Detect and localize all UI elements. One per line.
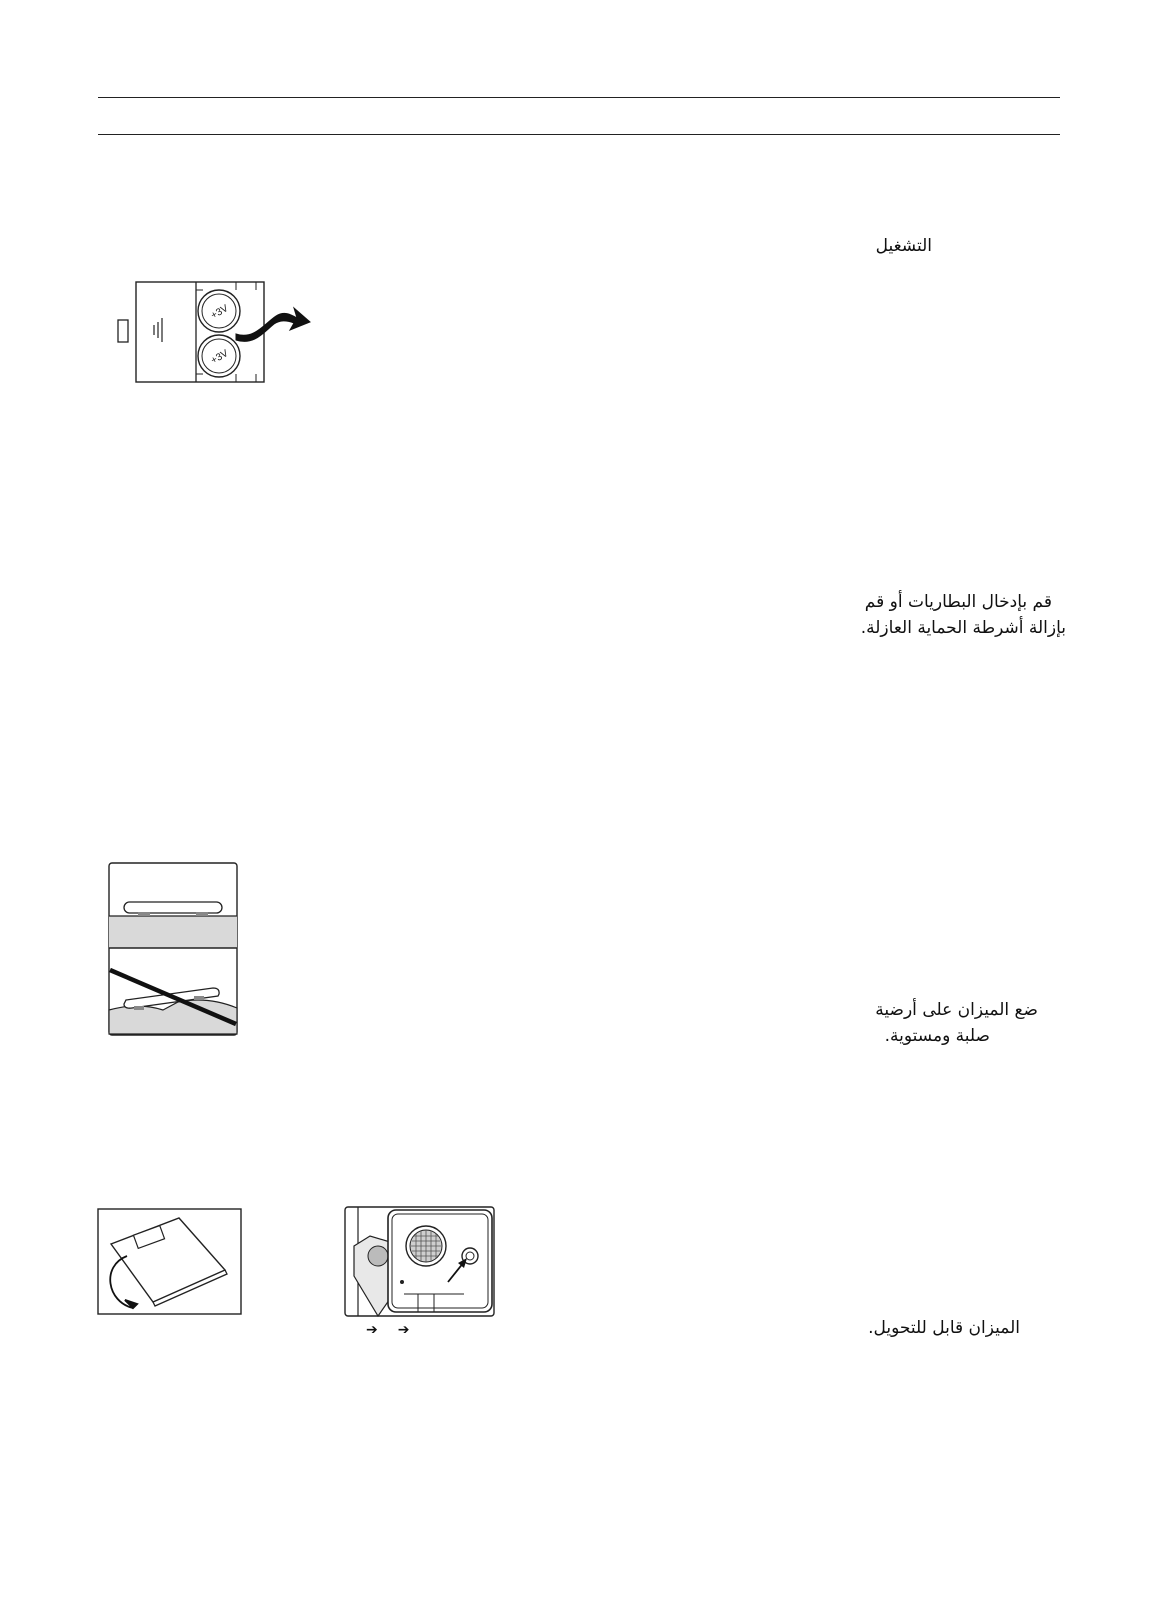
placement-instruction-line-1: ضع الميزان على أرضية xyxy=(875,1000,1038,1020)
placement-instruction-line-2: صلبة ومستوية. xyxy=(884,1026,990,1046)
latch-tab xyxy=(118,320,128,342)
compartment-body xyxy=(136,282,264,382)
hard-floor xyxy=(109,916,237,948)
coin-cell-top-label: +3V xyxy=(209,303,231,322)
battery-instruction-line-2: بإزالة أشرطة الحماية العازلة. xyxy=(860,618,1066,638)
sequence-arrow-icon: ➔ xyxy=(366,1322,378,1338)
coin-cell-bottom-label: +3V xyxy=(209,348,231,367)
convertible-instruction: الميزان قابل للتحويل. xyxy=(868,1318,1020,1338)
header-rule-bottom xyxy=(98,134,1060,135)
unit-sequence-arrows xyxy=(366,1322,429,1338)
sequence-arrow-icon: ➔ xyxy=(397,1322,410,1338)
header-rule-top xyxy=(98,97,1060,98)
battery-instruction-line-1: قم بإدخال البطاريات أو قم xyxy=(864,592,1052,612)
operation-heading: التشغيل xyxy=(875,236,932,256)
battery-compartment-figure xyxy=(114,278,314,386)
unit-switch-figure xyxy=(344,1206,496,1318)
flip-scale-figure xyxy=(97,1208,243,1316)
pull-tab-arrow-icon xyxy=(236,308,310,341)
scale-on-floor xyxy=(124,902,222,913)
surface-placement-figure xyxy=(108,862,240,1038)
